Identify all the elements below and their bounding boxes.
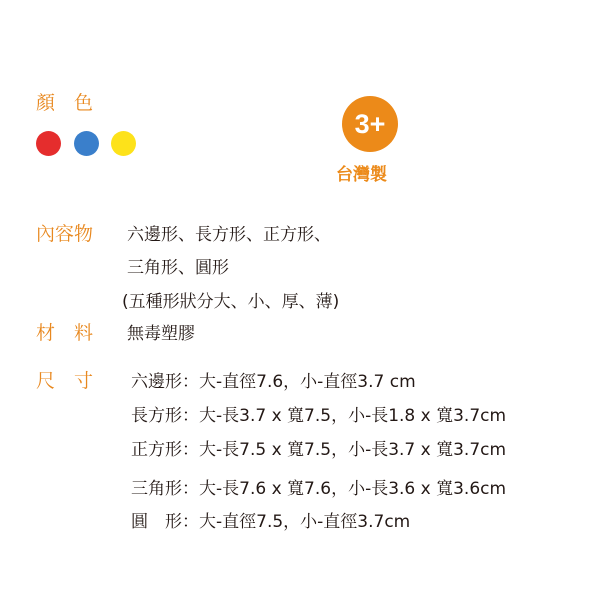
made-in-taiwan-label: 台灣製 [336,165,387,185]
color-label: 顏 色 [36,92,94,114]
size-row-hexagon: 六邊形：大-直徑7.6，小-直徑3.7 cm [131,372,416,392]
size-row-circle: 圓 形：大-直徑7.5，小-直徑3.7cm [131,512,411,532]
color-swatch-blue [74,131,99,156]
contents-line-2: 三角形、圓形 [127,258,229,278]
material-value: 無毒塑膠 [127,324,195,344]
size-label: 尺 寸 [36,370,94,392]
color-swatch-red [36,131,61,156]
size-row-triangle: 三角形：大-長7.6 x 寬7.6，小-長3.6 x 寬3.6cm [131,479,507,499]
material-label: 材 料 [36,322,94,344]
size-row-square: 正方形：大-長7.5 x 寬7.5，小-長3.7 x 寬3.7cm [131,440,507,460]
age-badge: 3+ [342,96,398,152]
contents-line-3: (五種形狀分大、小、厚、薄) [122,292,340,312]
contents-line-1: 六邊形、長方形、正方形、 [127,225,331,245]
size-row-rectangle: 長方形：大-長3.7 x 寬7.5，小-長1.8 x 寬3.7cm [131,406,507,426]
contents-label: 內容物 [36,223,94,245]
color-swatch-yellow [111,131,136,156]
